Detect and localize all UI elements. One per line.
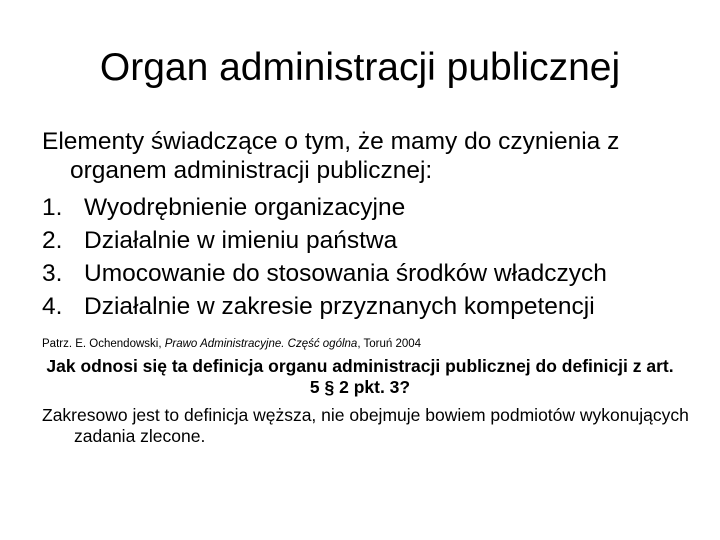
list-item-text: Umocowanie do stosowania środków władczych (84, 260, 607, 287)
list-item-text: Działalnie w imieniu państwa (84, 227, 398, 254)
answer-text: Zakresowo jest to definicja węższa, nie obejmuje bowiem podmiotów wykonujących zadania zlecone. (42, 405, 689, 446)
criteria-list (42, 191, 702, 323)
list-item (42, 224, 702, 257)
citation-author: Patrz. E. Ochendowski, (42, 338, 165, 350)
list-item (42, 257, 702, 290)
intro-text: Elementy świadczące o tym, że mamy do czynienia z organem administracji publicznej: (42, 128, 620, 184)
slide-title: Organ administracji publicznej (99, 46, 621, 89)
citation-book-title: Prawo Administracyjne. Część ogólna (164, 338, 358, 350)
question-text: Jak odnosi się ta definicja organu administracji publicznej do definicji z art. 5 § 2 pkt. 3? (46, 356, 674, 397)
list-item-text: Działalnie w zakresie przyznanych kompetencji (84, 293, 595, 320)
list-item-number: 3. (42, 260, 63, 287)
list-item (42, 290, 702, 323)
list-item-number: 1. (42, 194, 63, 221)
list-item-number: 4. (42, 293, 63, 320)
citation-place: , Toruń 2004 (357, 338, 422, 350)
citation (42, 337, 682, 351)
list-item-number: 2. (42, 227, 63, 254)
list-item (42, 191, 702, 224)
list-item-text: Wyodrębnienie organizacyjne (84, 194, 406, 221)
